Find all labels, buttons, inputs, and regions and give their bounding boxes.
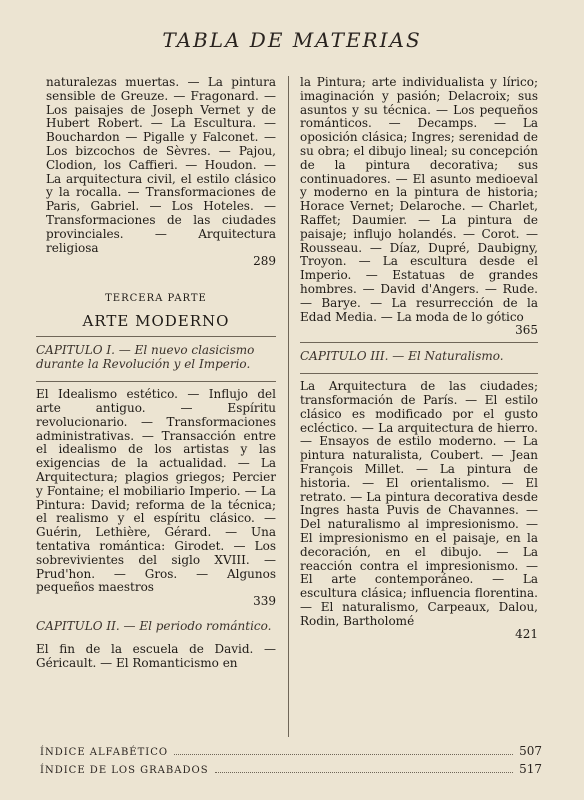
- right-rule: [300, 342, 538, 343]
- index-alphabetic-page: 507: [519, 744, 542, 758]
- chapter1-text: El Idealismo estético. — Influjo del arte antiguo. — Espíritu revolucionario. — Transformaciones administrativas. — Transacción entre el idealismo de los artistas y las exigencias de la actualidad. — La Arquitectura; plagios griegos; Percier y Fontaine; el mobiliario Imperio. — La Pintura: David; reforma de la técnica; el realismo y el espíritu clásico. — Guérin, Lethière, Gérard. — Una tentativa romántica: Girodet. — Los sobrevivientes del siglo XVIII. — Prud'hon. — Gros. — Algunos pequeños maestros: [36, 387, 276, 595]
- chapter3-heading: CAPITULO III. — El Naturalismo.: [300, 349, 504, 364]
- leader-dots: [174, 754, 513, 755]
- chapter1-entry: [36, 388, 276, 609]
- chapter3-rule: [300, 373, 538, 374]
- chapter3-text: La Arquitectura de las ciudades; transformación de París. — El estilo clásico es modificado por el gusto ecléctico. — La arquitectura de hierro. — Ensayos de estilo moderno. — La pintura naturalista, Coubert. — Jean François Millet. — La pintura de historia. — El orientalismo. — El retrato. — La pintura decorativa desde Ingres hasta Puvis de Chavannes. — Del naturalismo al impresionismo. — El impresionismo en el paisaje, en la decoración, en el dibujo. — La reacción contra el impresionismo. — El arte contemporáneo. — La escultura clásica; influencia florentina. — El naturalismo, Carpeaux, Dalou, Rodin, Bartholomé: [300, 379, 538, 628]
- column-divider: [288, 76, 289, 737]
- chapter2-text: El fin de la escuela de David. — Géricault. — El Romanticismo en: [36, 641, 276, 670]
- index-engravings-row: [40, 762, 542, 776]
- left-continued-text: naturalezas muertas. — La pintura sensible de Greuze. — Fragonard. — Los paisajes de Joseph Vernet y de Hubert Robert. — La Escultura. — Bouchardon — Pigalle y Falconet. — Los bizcochos de Sèvres. — Pajou, Clodion, los Caffieri. — Houdon. — La arquitectura civil, el estilo clásico y la rocalla. — Transformaciones de Paris, Gabriel. — Los Hoteles. — Transformaciones de las ciudades provinciales. — Arquitectura religiosa: [46, 75, 276, 255]
- chapter1-page: 339: [253, 594, 276, 609]
- right-continued-page: 365: [515, 323, 538, 338]
- index-alphabetic-label: ÍNDICE ALFABÉTICO: [40, 747, 169, 758]
- right-continued-text: la Pintura; arte individualista y lírico; imaginación y pasión; Delacroix; sus asuntos y su técnica. — Los pequeños románticos. — Decamps. — La oposición clásica; Ingres; serenidad de su obra; el dibujo lineal; su concepción de la pintura decorativa; sus continuadores. — El asunto medioeval y moderno en la pintura de historia; Horace Vernet; Delaroche. — Charlet, Raffet; Daumier. — La pintura de paisaje; influjo holandés. — Corot. — Rousseau. — Díaz, Dupré, Daubigny, Troyon. — La escultura desde el Imperio. — Estatuas de grandes hombres. — David d'Angers. — Rude. — Barye. — La resurrección de la Edad Media. — La moda de lo gótico: [300, 75, 538, 324]
- left-column: [36, 76, 276, 671]
- page-title: TABLA DE MATERIAS: [162, 28, 422, 52]
- index-alphabetic-row: [40, 744, 542, 758]
- right-continued-entry: [300, 76, 538, 338]
- index-engravings-label: ÍNDICE DE LOS GRABADOS: [40, 765, 209, 776]
- index-engravings-page: 517: [519, 762, 542, 776]
- chapter2-heading: CAPITULO II. — El periodo romántico.: [36, 618, 272, 633]
- right-column: [300, 76, 538, 642]
- chapter1-heading: CAPITULO I. — El nuevo clasicismo durante la Revolución y el Imperio.: [36, 343, 255, 372]
- chapter2-entry: [36, 643, 276, 671]
- leader-dots: [215, 772, 514, 773]
- section-label: TERCERA PARTE: [105, 293, 207, 305]
- left-continued-entry: [36, 76, 276, 269]
- chapter3-entry: [300, 380, 538, 642]
- chapter3-page: 421: [515, 627, 538, 642]
- chapter1-rule: [36, 381, 276, 382]
- section-rule: [36, 336, 276, 337]
- section-title: ARTE MODERNO: [82, 312, 230, 331]
- left-continued-page: 289: [253, 254, 276, 269]
